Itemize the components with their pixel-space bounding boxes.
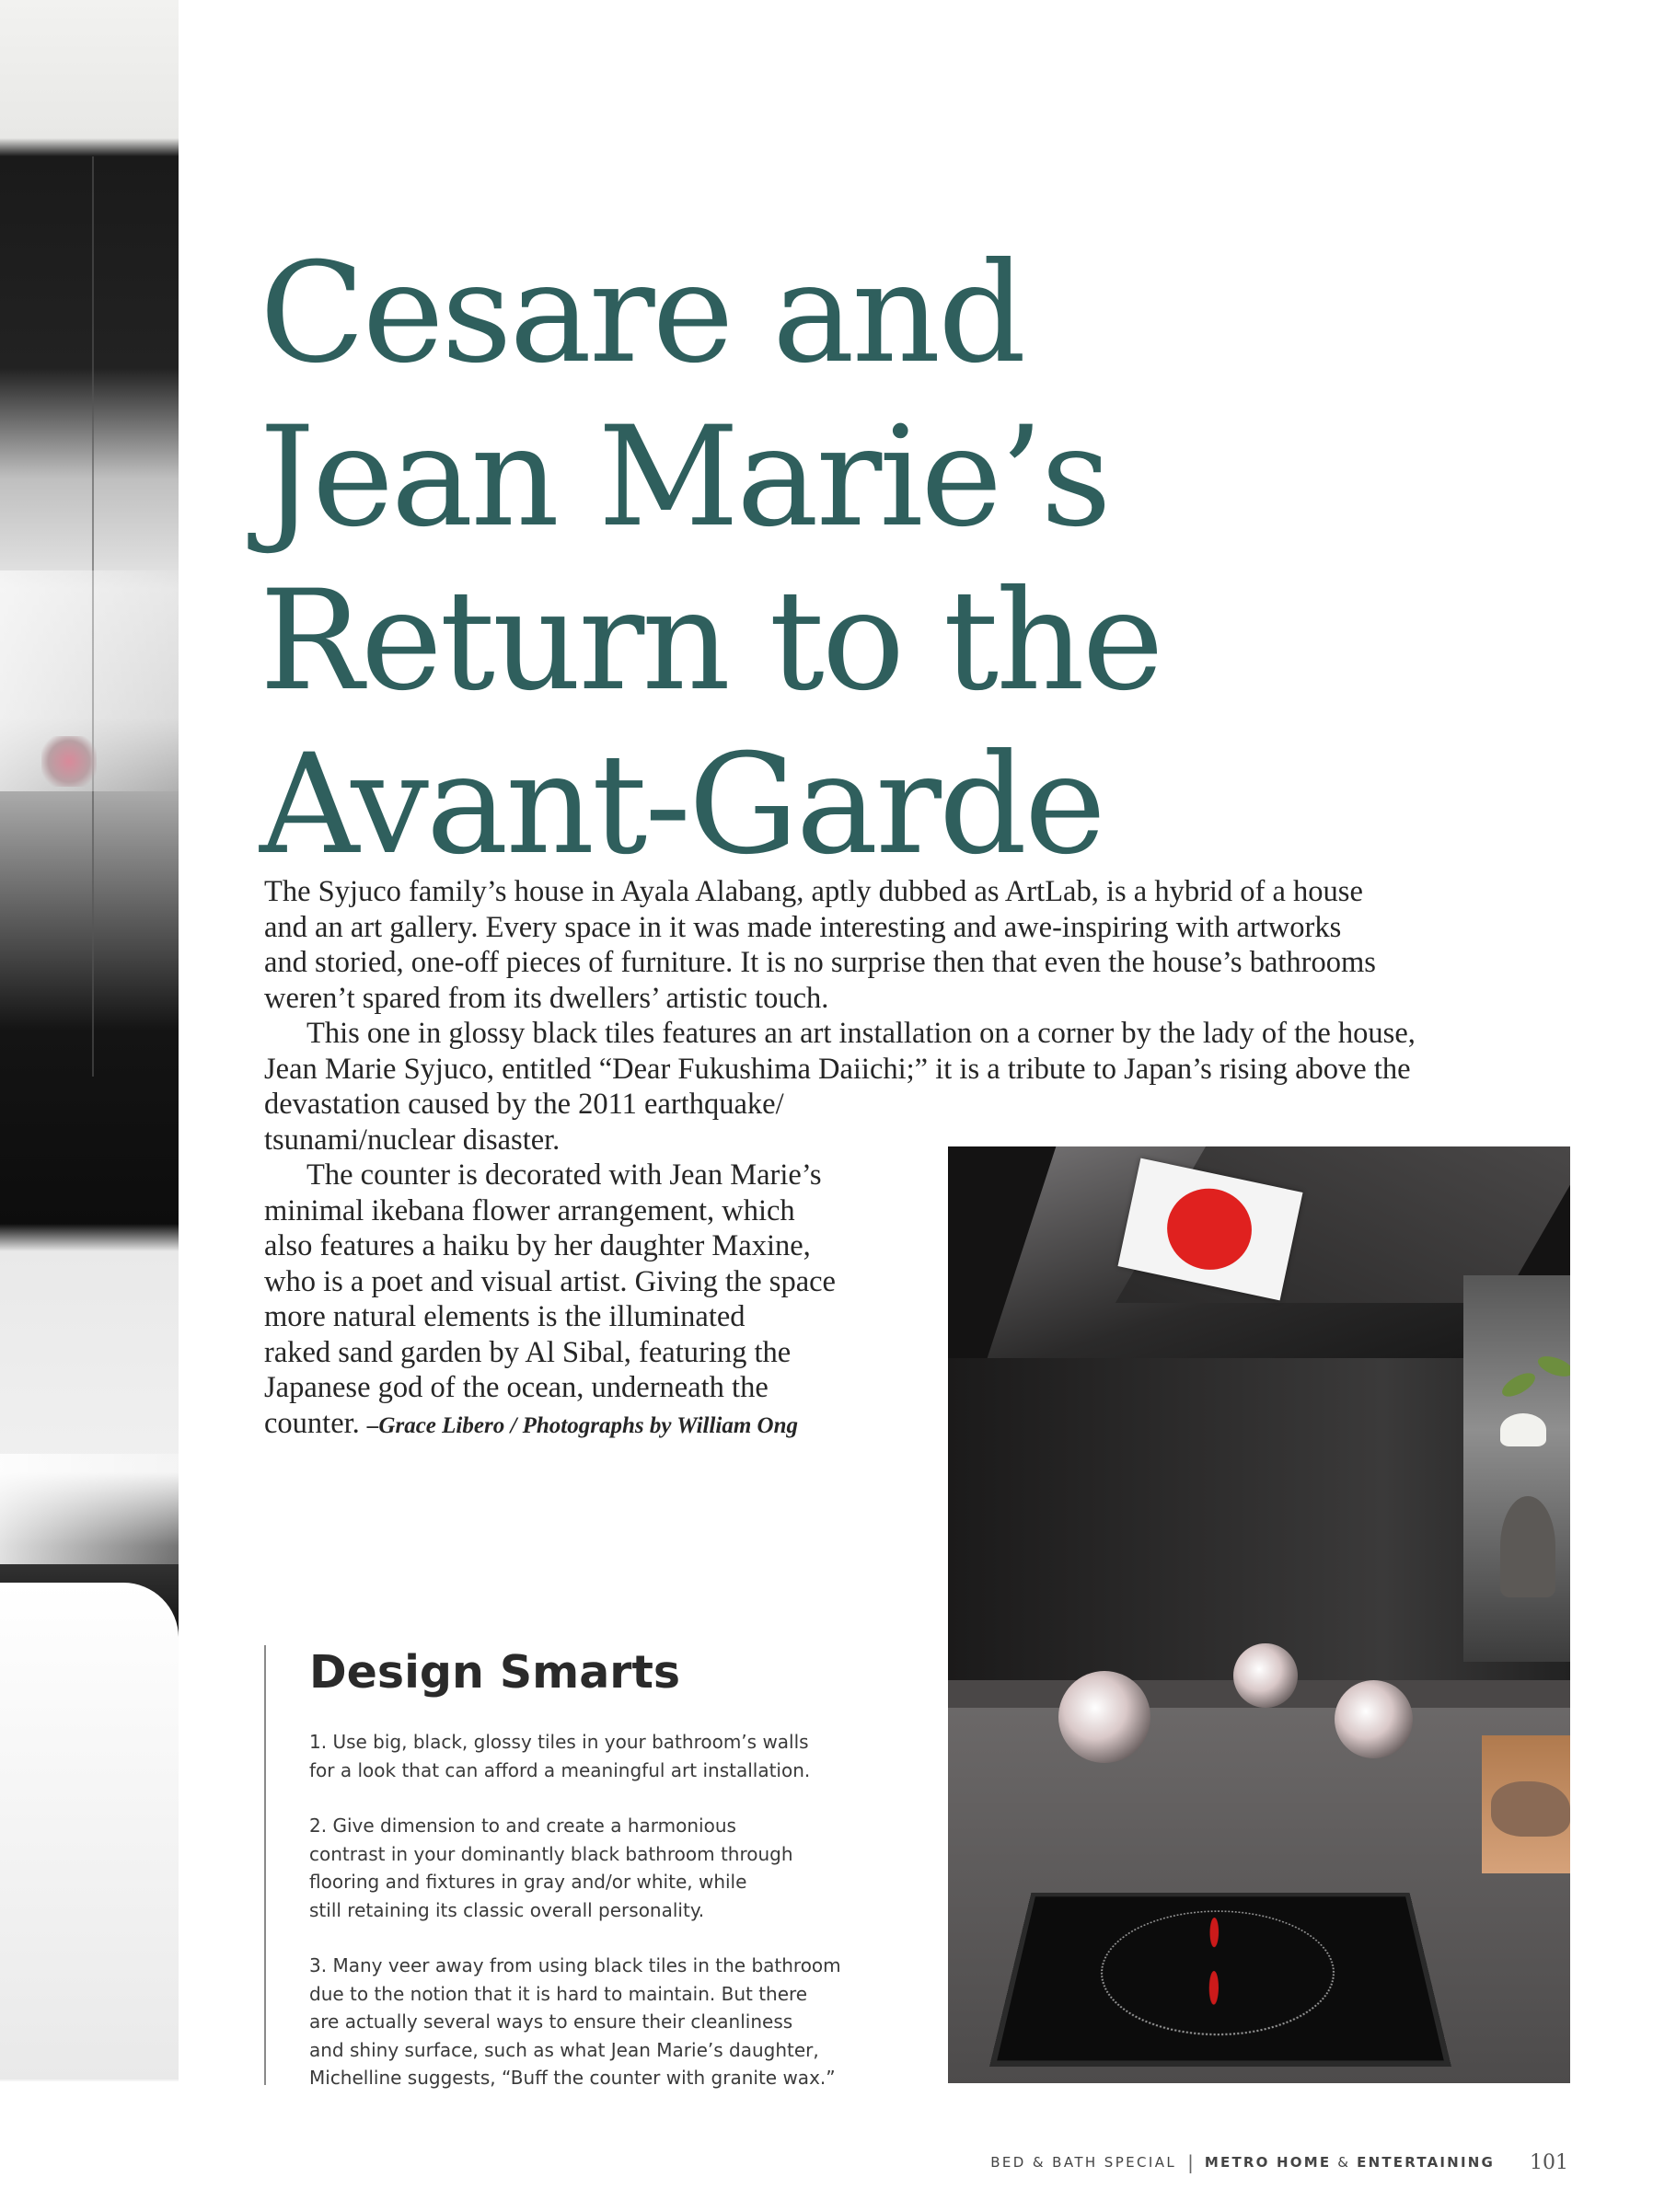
tip-line: Michelline suggests, “Buff the counter with granite wax.” [309,2067,836,2089]
tip-line: and shiny surface, such as what Jean Marie’s daughter, [309,2038,819,2061]
page-number: 101 [1530,2150,1568,2174]
body-line: raked sand garden by Al Sibal, featuring the [264,1335,792,1369]
tip-item [309,1728,898,1784]
tip-line: are actually several ways to ensure their cleanliness [309,2010,793,2033]
ikebana-vase [1500,1496,1555,1597]
raked-sand-garden [989,1893,1451,2067]
ikebana-flower [1500,1413,1546,1446]
wall-mirror [1463,1275,1570,1662]
photo-credit: –Grace Libero / Photographs by William Ong [366,1412,799,1438]
publication-main: METRO HOME [1204,2154,1332,2171]
tip-line: 1. Use big, black, glossy tiles in your bathroom’s walls [309,1731,809,1753]
footer-separator: | [1187,2151,1194,2173]
body-line: also features a haiku by her daughter Maxine, [264,1229,811,1262]
title-line: Return to the [260,561,1162,721]
tip-line: still retaining its classic overall personality. [309,1898,705,1921]
body-line: Jean Marie Syjuco, entitled “Dear Fukushima Daiichi;” it is a tribute to Japan’s rising above the [264,1052,1411,1086]
tip-line: flooring and fixtures in gray and/or white, while [309,1871,747,1893]
bathroom-installation-photo [948,1146,1570,2083]
body-line: tsunami/nuclear disaster. [264,1123,561,1157]
paragraph-2 [264,1016,1416,1158]
body-line: minimal ikebana flower arrangement, which [264,1193,795,1227]
article-title [260,232,1364,887]
body-line: This one in glossy black tiles features an art installation on a corner by the lady of the house, [306,1017,1416,1050]
body-line: more natural elements is the illuminated [264,1300,746,1333]
body-line: who is a poet and visual artist. Giving the space [264,1264,836,1298]
sphere-lamp [1335,1680,1413,1758]
title-line: Avant-Garde [260,725,1104,885]
publication-end: ENTERTAINING [1357,2154,1495,2171]
title-line: Cesare and [260,234,1024,394]
body-line-text: counter. [264,1406,360,1440]
red-koi [1209,1918,1219,1947]
body-line: and an art gallery. Every space in it was made interesting and awe-inspiring with artworks [264,910,1342,944]
rock-display [1491,1781,1570,1837]
body-line: Japanese god of the ocean, underneath the [264,1371,769,1404]
body-line: devastation caused by the 2011 earthquake/ [264,1088,784,1121]
tip-line: 2. Give dimension to and create a harmonious [309,1815,736,1837]
tip-item [309,1952,898,2092]
publication-name [1205,2154,1495,2171]
title-line: Jean Marie’s [260,397,1109,558]
tip-line: for a look that can afford a meaningful art installation. [309,1758,811,1781]
page-footer [990,2149,1568,2176]
left-bathroom-photo [0,0,179,2081]
tip-line: contrast in your dominantly black bathroom through [309,1842,793,1865]
sphere-lamp [1058,1671,1150,1763]
body-line: and storied, one-off pieces of furniture. It is no surprise then that even the house’s bathrooms [264,946,1376,979]
sidebar-heading: Design Smarts [309,1646,681,1699]
sphere-lamp [1233,1643,1298,1708]
paragraph-1 [264,874,1416,1016]
pink-light-spot [41,736,97,787]
tip-line: due to the notion that it is hard to maintain. But there [309,1982,808,2005]
sink-reflection [0,1454,179,1564]
tip-line: 3. Many veer away from using black tiles in the bathroom [309,1954,841,1976]
publication-amp: & [1331,2154,1358,2171]
tips-list [309,1728,898,2120]
section-name: BED & BATH SPECIAL [990,2154,1177,2171]
body-line: The Syjuco family’s house in Ayala Alabang, aptly dubbed as ArtLab, is a hybrid of a house [264,875,1363,908]
red-sun-circle [1160,1181,1259,1277]
tip-item [309,1812,898,1924]
design-smarts-sidebar [264,1645,901,2089]
white-tub [0,1583,179,2080]
body-line: weren’t spared from its dwellers’ artistic touch. [264,981,829,1015]
body-line: The counter is decorated with Jean Marie’s [306,1158,822,1192]
